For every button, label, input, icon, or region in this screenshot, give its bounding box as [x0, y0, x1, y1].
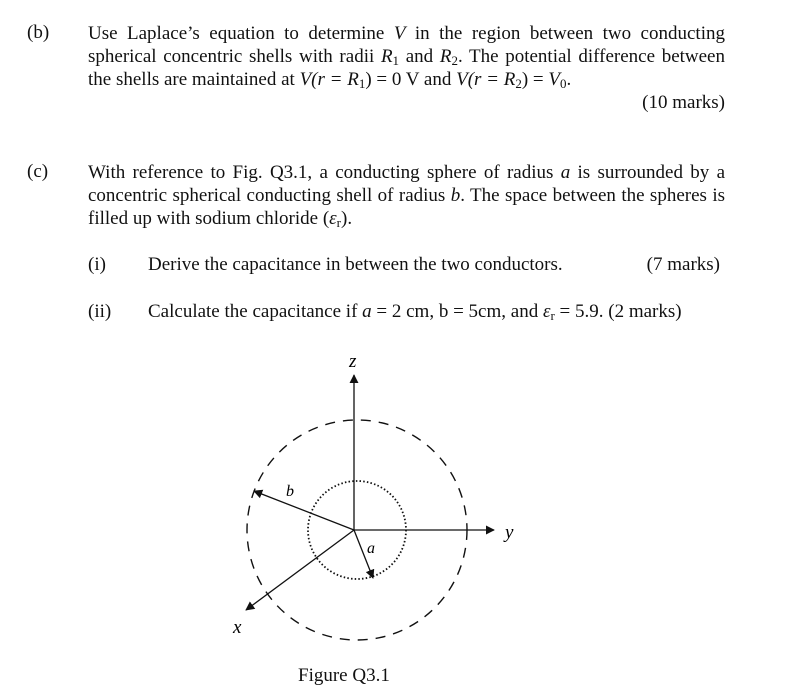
- part-b-text: Use Laplace’s equation to determine V in the region between two conducting spherical concentric shells with radii $R_1$ and $R_2$. The potential difference between the shells are maintained at $V(r = R_1) = 0$ V and $V(r = R_2) = V_0$.: [88, 23, 725, 91]
- part-c-text: With reference to Fig. Q3.1, a conducting sphere of radius a is surrounded by a concentric spherical conducting shell of radius b. The space between the spheres is filled up with sodium chloride $(\varepsilon_r)$.: [88, 162, 725, 230]
- axis-x-label: x: [233, 617, 242, 638]
- part-c-ii-text: Calculate the capacitance if a = 2 cm, b = 5cm, and $\varepsilon_r = 5.9$. (2 marks): [148, 301, 682, 323]
- part-c-ii-label: (ii): [88, 301, 112, 322]
- part-c-i-text: Derive the capacitance in between the two conductors.: [148, 254, 563, 275]
- radius-a-label: a: [367, 540, 375, 557]
- part-c-i-marks: (7 marks): [646, 254, 720, 275]
- part-b-label: (b): [27, 22, 50, 43]
- axis-y-label: y: [505, 522, 514, 543]
- radius-b-label: b: [286, 483, 294, 500]
- x-axis: [246, 530, 354, 610]
- axis-z-label: z: [349, 351, 357, 372]
- part-c-i-label: (i): [88, 254, 106, 275]
- radius-b-line: [254, 491, 354, 530]
- part-c-ii-marks: (2 marks): [608, 301, 682, 322]
- figure-caption: Figure Q3.1: [298, 665, 390, 686]
- part-b-marks: (10 marks): [642, 92, 725, 113]
- part-c-label: (c): [27, 161, 49, 182]
